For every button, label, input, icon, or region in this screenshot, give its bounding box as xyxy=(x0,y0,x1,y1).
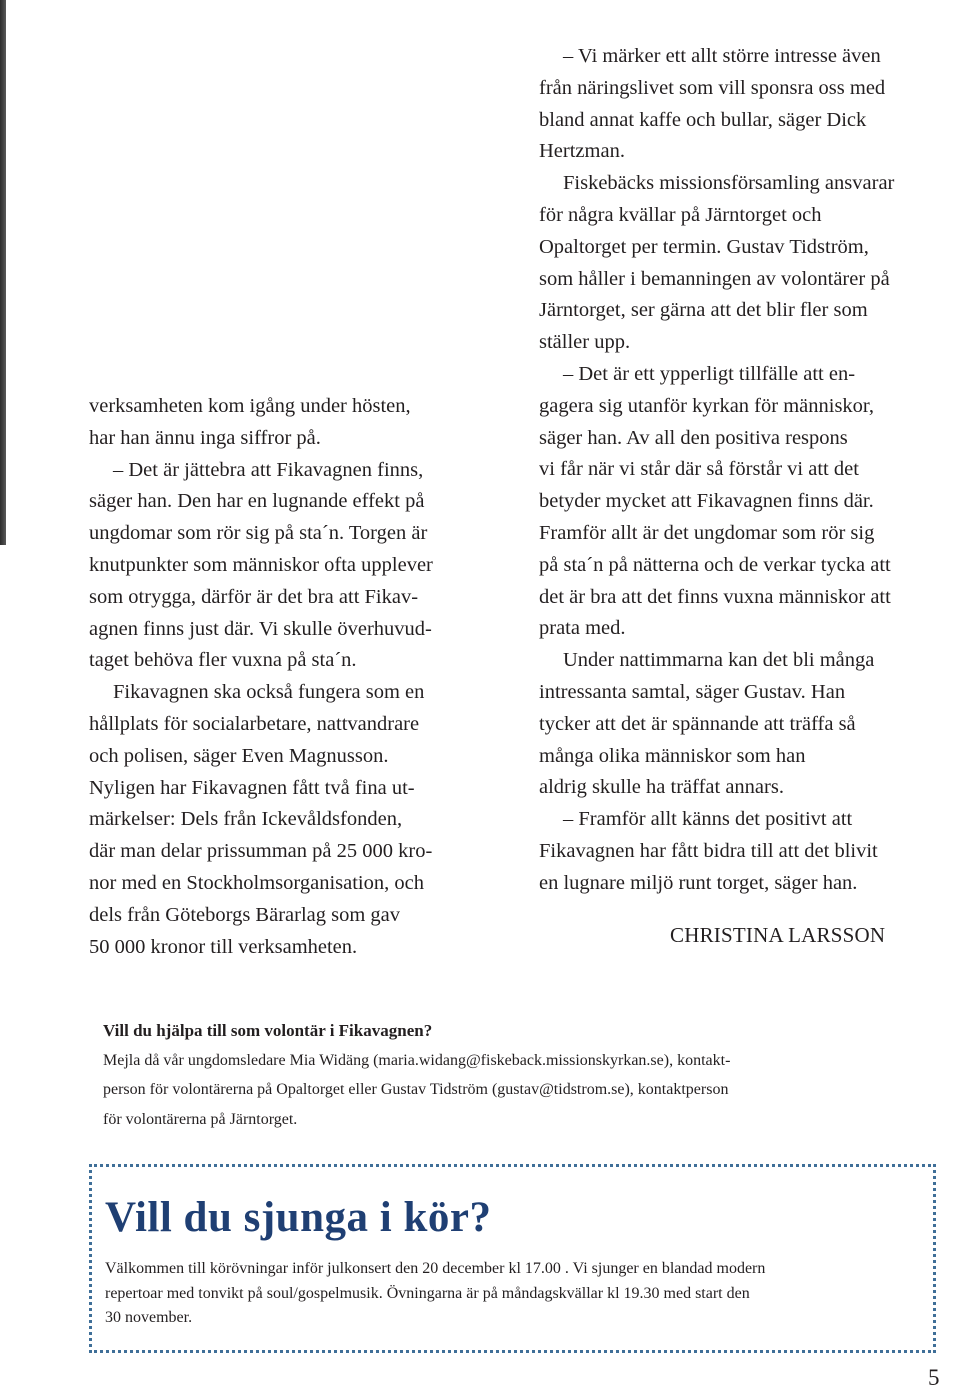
article-line: och polisen, säger Even Magnusson. xyxy=(89,744,389,767)
article-line: prata med. xyxy=(539,617,626,640)
volunteer-line: Mejla då vår ungdomsledare Mia Widäng (maria.widang@fiskeback.missionskyrkan.se), kontakt- xyxy=(103,1051,731,1069)
article-line: Fikavagnen ska också fungera som en xyxy=(113,681,425,704)
article-line: nor med en Stockholmsorganisation, och xyxy=(89,871,424,894)
photo-edge xyxy=(0,0,6,545)
article-line: – Framför allt känns det positivt att xyxy=(563,808,853,831)
article-left-column xyxy=(89,391,519,963)
article-line: som otrygga, därför är det bra att Fikav- xyxy=(89,585,419,608)
article-line: – Det är ett ypperligt tillfälle att en- xyxy=(563,362,856,385)
article-line: 50 000 kronor till verksamheten. xyxy=(89,935,358,958)
article-line: – Det är jättebra att Fikavagnen finns, xyxy=(113,458,424,481)
article-line: taget behöva fler vuxna på sta´n. xyxy=(89,649,357,672)
choir-line: Välkommen till körövningar inför julkonsert den 20 december kl 17.00 . Vi sjunger en blandad modern xyxy=(105,1260,766,1277)
article-line: dels från Göteborgs Bärarlag som gav xyxy=(89,903,401,926)
article-line: en lugnare miljö runt torget, säger han. xyxy=(539,871,858,894)
article-byline: CHRISTINA LARSSON xyxy=(670,923,886,947)
article-line: många olika människor som han xyxy=(539,744,806,767)
article-line: Hertzman. xyxy=(539,140,625,163)
article-line: säger han. Den har en lugnande effekt på xyxy=(89,490,425,513)
article-line: som håller i bemanningen av volontärer på xyxy=(539,267,890,290)
choir-line: repertoar med tonvikt på soul/gospelmusik. Övningarna är på måndagskvällar kl 19.30 med start den xyxy=(105,1284,750,1302)
article-line: Under nattimmarna kan det bli många xyxy=(563,649,875,672)
article-line: har han ännu inga siffror på. xyxy=(89,426,321,449)
article-line: – Vi märker ett allt större intresse även xyxy=(563,45,881,67)
article-line: där man delar prissumman på 25 000 kro- xyxy=(89,840,433,863)
article-line: gagera sig utanför kyrkan för människor, xyxy=(539,394,875,417)
article-line: Framför allt är det ungdomar som rör sig xyxy=(539,521,875,544)
article-line: det är bra att det finns vuxna människor att xyxy=(539,585,891,608)
article-line: hållplats för socialarbetare, nattvandrare xyxy=(89,712,420,735)
volunteer-line: för volontärerna på Järntorget. xyxy=(103,1110,298,1128)
article-line: Nyligen har Fikavagnen fått två fina ut- xyxy=(89,776,415,799)
article-line: ungdomar som rör sig på sta´n. Torgen är xyxy=(89,522,428,545)
article-right-column xyxy=(539,41,960,900)
article-line: för några kvällar på Järntorget och xyxy=(539,203,822,226)
choir-box xyxy=(89,1164,936,1353)
article-line: vi får när vi står där så förstår vi att det xyxy=(539,458,859,481)
choir-body xyxy=(105,1257,925,1331)
volunteer-box xyxy=(103,1016,923,1134)
volunteer-heading: Vill du hjälpa till som volontär i Fikavagnen? xyxy=(103,1021,433,1040)
article-line: Fikavagnen har fått bidra till att det blivit xyxy=(539,839,878,862)
article-line: Opaltorget per termin. Gustav Tidström, xyxy=(539,235,869,258)
article-line: märkelser: Dels från Ickevåldsfonden, xyxy=(89,808,403,831)
article-line: bland annat kaffe och bullar, säger Dick xyxy=(539,108,867,131)
article-line: från näringslivet som vill sponsra oss med xyxy=(539,76,886,99)
article-line: på sta´n på nätterna och de verkar tycka att xyxy=(539,553,891,576)
choir-line: 30 november. xyxy=(105,1309,193,1326)
article-line: knutpunkter som människor ofta upplever xyxy=(89,553,433,576)
article-line: säger han. Av all den positiva respons xyxy=(539,426,848,449)
article-line: Järntorget, ser gärna att det blir fler som xyxy=(539,299,868,322)
choir-title: Vill du sjunga i kör? xyxy=(105,1194,492,1241)
article-line: Fiskebäcks missionsförsamling ansvarar xyxy=(563,172,895,195)
article-line: aldrig skulle ha träffat annars. xyxy=(539,776,784,799)
article-line: verksamheten kom igång under hösten, xyxy=(89,395,411,417)
page-number: 5 xyxy=(928,1365,940,1390)
article-line: intressanta samtal, säger Gustav. Han xyxy=(539,680,846,703)
article-line: agnen finns just där. Vi skulle överhuvud- xyxy=(89,617,432,640)
volunteer-line: person för volontärerna på Opaltorget eller Gustav Tidström (gustav@tidstrom.se), kontaktperson xyxy=(103,1081,729,1098)
article-line: ställer upp. xyxy=(539,331,631,354)
article-line: betyder mycket att Fikavagnen finns där. xyxy=(539,490,874,513)
article-line: tycker att det är spännande att träffa så xyxy=(539,712,856,735)
